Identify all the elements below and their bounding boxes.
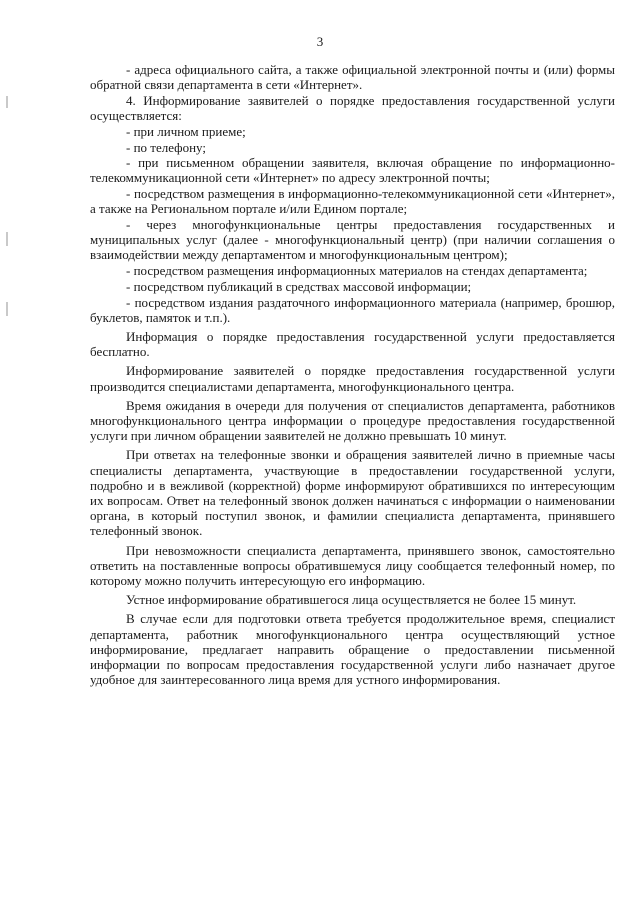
paragraph: - посредством публикаций в средствах массовой информации; — [126, 278, 472, 294]
paragraph: - посредством размещения в информационно-телекоммуникационной сети «Интернет», а также на Региональном портале и/или Едином портале; — [90, 186, 615, 217]
paragraph: - при письменном обращении заявителя, включая обращение по информационно-телекоммуникационной сети «Интернет» по адресу электронной почты; — [90, 155, 615, 186]
paragraph: Информирование заявителей о порядке предоставления государственной услуги производится специалистами департамента, многофункционального центра. — [90, 363, 615, 394]
paragraph: При невозможности специалиста департамента, принявшего звонок, самостоятельно ответить на поставленные вопросы обратившемуся лицу сообщается телефонный номер, по которому можно получить интересующую его информацию. — [90, 542, 615, 588]
paragraph: При ответах на телефонные звонки и обращения заявителей лично в приемные часы специалисты департамента, участвующие в предоставлении государственной услуги, подробно и в вежливой (корректной) форме информируют обратившихся по интересующим их вопросам. Ответ на телефонный звонок должен начинаться с информации о наименовании органа, в который поступил звонок, и фамилии специалиста департамента, принявшего телефонный звонок. — [90, 447, 615, 539]
paragraph: - при личном приеме; — [126, 123, 246, 139]
paragraph: В случае если для подготовки ответа требуется продолжительное время, специалист департамента, работник многофункционального центра осуществляющий устное информирование, предлагает направить обращение о предоставлении письменной информации по вопросам предоставления государственной услуги либо назначает другое удобное для заинтересованного лица время для устного информирования. — [90, 611, 615, 688]
scan-margin-mark — [6, 302, 8, 316]
paragraph: - посредством размещения информационных материалов на стендах департамента; — [126, 263, 588, 279]
paragraph: Устное информирование обратившегося лица осуществляется не более 15 минут. — [126, 592, 577, 608]
scan-margin-mark — [6, 96, 8, 108]
document-body — [90, 62, 615, 688]
paragraph: Время ожидания в очереди для получения от специалистов департамента, работников многофункционального центра информации о процедуре предоставления государственной услуги при личном обращении заявителей не должно превышать 10 минут. — [90, 397, 615, 444]
paragraph: 4. Информирование заявителей о порядке предоставления государственной услуги осуществляется: — [90, 92, 615, 124]
paragraph: - по телефону; — [126, 139, 206, 155]
page-number: 3 — [316, 34, 324, 49]
scan-margin-mark — [6, 232, 8, 246]
paragraph: - через многофункциональные центры предоставления государственных и муниципальных услуг (далее - многофункциональный центр) (при наличии соглашения о взаимодействии между департаментом и многофункциональным центром); — [90, 217, 615, 263]
paragraph: - адреса официального сайта, а также официальной электронной почты и (или) формы обратной связи департамента в сети «Интернет». — [90, 62, 615, 93]
paragraph: - посредством издания раздаточного информационного материала (например, брошюр, буклетов, памяток и т.п.). — [90, 294, 615, 325]
paragraph: Информация о порядке предоставления государственной услуги предоставляется бесплатно. — [90, 328, 615, 360]
